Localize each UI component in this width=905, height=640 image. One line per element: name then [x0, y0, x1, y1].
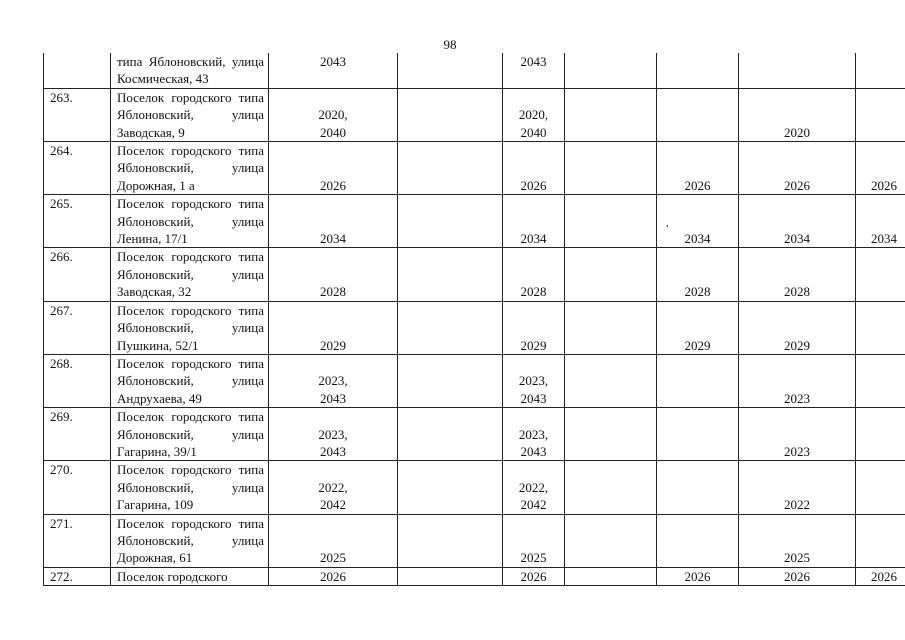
- row-number-cell: [44, 195, 111, 248]
- year-cell: [269, 53, 398, 88]
- year-cell: [739, 195, 856, 248]
- year-text: 2025: [784, 550, 810, 566]
- year-cell: [503, 248, 565, 301]
- year-text: 2028: [520, 284, 547, 300]
- year-text: 2028: [784, 284, 810, 300]
- table-row: [44, 461, 905, 514]
- table-row: [44, 567, 905, 585]
- year-cell: [503, 195, 565, 248]
- year-cell: [269, 354, 398, 407]
- year-text: 2026: [684, 568, 711, 584]
- address-cell: [111, 354, 269, 407]
- table-body: [44, 53, 905, 586]
- year-text: 2026: [784, 177, 810, 193]
- row-number-cell: [44, 88, 111, 141]
- address-text: Поселок городского типа Яблоновский, улица Заводская, 9: [117, 89, 264, 140]
- row-number-cell: [44, 567, 111, 585]
- year-text: 2028: [320, 284, 346, 300]
- empty-cell: [398, 195, 503, 248]
- table-row: [44, 195, 905, 248]
- year-cell: [269, 88, 398, 141]
- row-number-text: 267.: [50, 302, 73, 318]
- row-number-text: 263.: [50, 89, 73, 105]
- year-cell: [856, 53, 905, 88]
- year-cell: [657, 354, 739, 407]
- table-row: [44, 142, 905, 195]
- year-text: 2020: [784, 124, 810, 140]
- year-text: 2026: [871, 177, 897, 193]
- address-cell: [111, 53, 269, 88]
- address-text: Поселок городского типа Яблоновский, улица Гагарина, 109: [117, 462, 264, 513]
- year-cell: [739, 354, 856, 407]
- year-text: 2022, 2042: [318, 479, 348, 513]
- empty-cell: [398, 53, 503, 88]
- empty-cell: [398, 142, 503, 195]
- year-cell: [739, 301, 856, 354]
- year-text: 2034: [784, 231, 810, 247]
- address-text: Поселок городского типа Яблоновский, улица Дорожная, 1 а: [117, 143, 264, 193]
- row-number-text: 265.: [50, 196, 73, 212]
- year-text: 2025: [320, 550, 346, 566]
- year-text: 2029: [784, 337, 810, 353]
- year-cell: [657, 53, 739, 88]
- year-text: 2022, 2042: [518, 479, 549, 513]
- year-cell: [856, 142, 905, 195]
- address-cell: [111, 408, 269, 461]
- empty-cell: [565, 88, 657, 141]
- empty-cell: [565, 248, 657, 301]
- address-text: Поселок городского типа Яблоновский, улица Андрухаева, 49: [117, 355, 264, 406]
- table-row: [44, 514, 905, 567]
- year-text: 2034: [684, 231, 711, 247]
- year-text: 2022: [784, 497, 810, 513]
- empty-cell: [398, 461, 503, 514]
- table-row: [44, 354, 905, 407]
- year-text: 2034: [520, 231, 547, 247]
- year-text: 2043: [520, 54, 547, 69]
- table-row: [44, 88, 905, 141]
- row-number-cell: [44, 354, 111, 407]
- year-text: 2029: [520, 337, 547, 353]
- year-cell: [657, 248, 739, 301]
- address-cell: [111, 301, 269, 354]
- row-number-text: 268.: [50, 355, 73, 371]
- year-cell: [657, 567, 739, 585]
- year-text: 2026: [520, 568, 547, 584]
- year-cell: [269, 301, 398, 354]
- year-cell: [269, 514, 398, 567]
- row-number-cell: [44, 301, 111, 354]
- row-number-cell: [44, 53, 111, 88]
- empty-cell: [398, 354, 503, 407]
- empty-cell: [565, 408, 657, 461]
- year-cell: [856, 195, 905, 248]
- year-cell: [739, 514, 856, 567]
- year-cell: [503, 461, 565, 514]
- year-cell: [856, 408, 905, 461]
- empty-cell: [565, 567, 657, 585]
- row-number-cell: [44, 142, 111, 195]
- year-cell: [739, 142, 856, 195]
- year-text: 2025: [520, 550, 547, 566]
- year-cell: [503, 354, 565, 407]
- address-text: Поселок городского типа Яблоновский, улица Ленина, 17/1: [117, 196, 264, 247]
- empty-cell: [398, 408, 503, 461]
- year-text: 2020, 2040: [518, 107, 549, 140]
- row-number-text: 271.: [50, 515, 73, 531]
- row-number-cell: [44, 461, 111, 514]
- address-text: Поселок городского типа Яблоновский, улица Заводская, 32: [117, 249, 264, 300]
- address-text: Поселок городского типа Яблоновский, улица Гагарина, 39/1: [117, 409, 264, 459]
- year-cell: [503, 567, 565, 585]
- address-cell: [111, 88, 269, 141]
- table-row: [44, 53, 905, 88]
- table-row: [44, 301, 905, 354]
- address-cell: [111, 195, 269, 248]
- empty-cell: [398, 88, 503, 141]
- row-number-cell: [44, 408, 111, 461]
- year-cell: [503, 88, 565, 141]
- year-cell: [657, 142, 739, 195]
- address-text: Поселок городского типа Яблоновский, улица Дорожная, 61: [117, 515, 264, 566]
- row-number-cell: [44, 248, 111, 301]
- year-text: 2026: [871, 568, 897, 584]
- address-cell: [111, 142, 269, 195]
- year-cell: [269, 567, 398, 585]
- year-cell: [856, 88, 905, 141]
- year-text: 2034: [320, 231, 346, 247]
- year-text: 2023, 2043: [318, 426, 348, 459]
- empty-cell: [565, 195, 657, 248]
- year-cell: [269, 248, 398, 301]
- address-cell: [111, 461, 269, 514]
- empty-cell: [565, 461, 657, 514]
- year-cell: [739, 461, 856, 514]
- table-row: [44, 248, 905, 301]
- year-cell: [739, 408, 856, 461]
- year-text: 2023, 2043: [518, 373, 549, 406]
- year-cell: [657, 408, 739, 461]
- year-cell: [269, 408, 398, 461]
- year-text: 2026: [784, 568, 810, 584]
- year-cell: [739, 53, 856, 88]
- year-text: 2023: [784, 390, 810, 406]
- year-cell: [657, 514, 739, 567]
- year-cell: [503, 142, 565, 195]
- year-text: 2023, 2043: [518, 426, 549, 459]
- year-cell: [503, 408, 565, 461]
- year-cell: [856, 248, 905, 301]
- year-cell: [856, 354, 905, 407]
- address-cell: [111, 567, 269, 585]
- empty-cell: [565, 142, 657, 195]
- year-text: 2034: [871, 231, 897, 247]
- register-table: [43, 53, 905, 586]
- year-cell: [739, 88, 856, 141]
- year-text: 2029: [320, 337, 346, 353]
- year-text: 2026: [320, 177, 346, 193]
- year-cell: [856, 514, 905, 567]
- year-text: 2028: [684, 284, 711, 300]
- page-number: 98: [443, 37, 457, 52]
- address-text: Поселок городского типа Яблоновский, улица Пушкина, 52/1: [117, 302, 264, 353]
- row-number-text: 266.: [50, 249, 73, 265]
- empty-cell: [565, 354, 657, 407]
- year-cell: [503, 514, 565, 567]
- address-cell: [111, 248, 269, 301]
- year-cell: [269, 195, 398, 248]
- year-cell: [503, 53, 565, 88]
- year-text: 2043: [320, 54, 346, 69]
- year-cell: [657, 301, 739, 354]
- empty-cell: [565, 53, 657, 88]
- year-cell: [503, 301, 565, 354]
- year-cell: [657, 461, 739, 514]
- address-text: Поселок городского: [117, 568, 228, 584]
- stray-comma-mark: ,: [666, 217, 669, 229]
- year-text: 2026: [684, 177, 711, 193]
- row-number-cell: [44, 514, 111, 567]
- row-number-text: 270.: [50, 462, 73, 478]
- year-cell: [856, 461, 905, 514]
- year-text: 2023, 2043: [318, 373, 348, 406]
- year-cell: [739, 248, 856, 301]
- address-text: типа Яблоновский, улица Космическая, 43: [117, 54, 264, 87]
- year-cell: [269, 142, 398, 195]
- year-cell: [856, 567, 905, 585]
- table-row: [44, 408, 905, 461]
- year-cell: [269, 461, 398, 514]
- row-number-text: 269.: [50, 409, 73, 425]
- empty-cell: [398, 567, 503, 585]
- empty-cell: [398, 514, 503, 567]
- year-text: 2029: [684, 337, 711, 353]
- year-text: 2023: [784, 443, 810, 459]
- year-text: 2026: [320, 568, 346, 584]
- empty-cell: [565, 301, 657, 354]
- empty-cell: [398, 248, 503, 301]
- year-text: 2020, 2040: [318, 107, 348, 140]
- address-cell: [111, 514, 269, 567]
- empty-cell: [398, 301, 503, 354]
- year-cell: [657, 88, 739, 141]
- row-number-text: 264.: [50, 143, 73, 159]
- year-cell: [856, 301, 905, 354]
- year-cell: [739, 567, 856, 585]
- year-text: 2026: [520, 177, 547, 193]
- empty-cell: [565, 514, 657, 567]
- row-number-text: 272.: [50, 568, 73, 584]
